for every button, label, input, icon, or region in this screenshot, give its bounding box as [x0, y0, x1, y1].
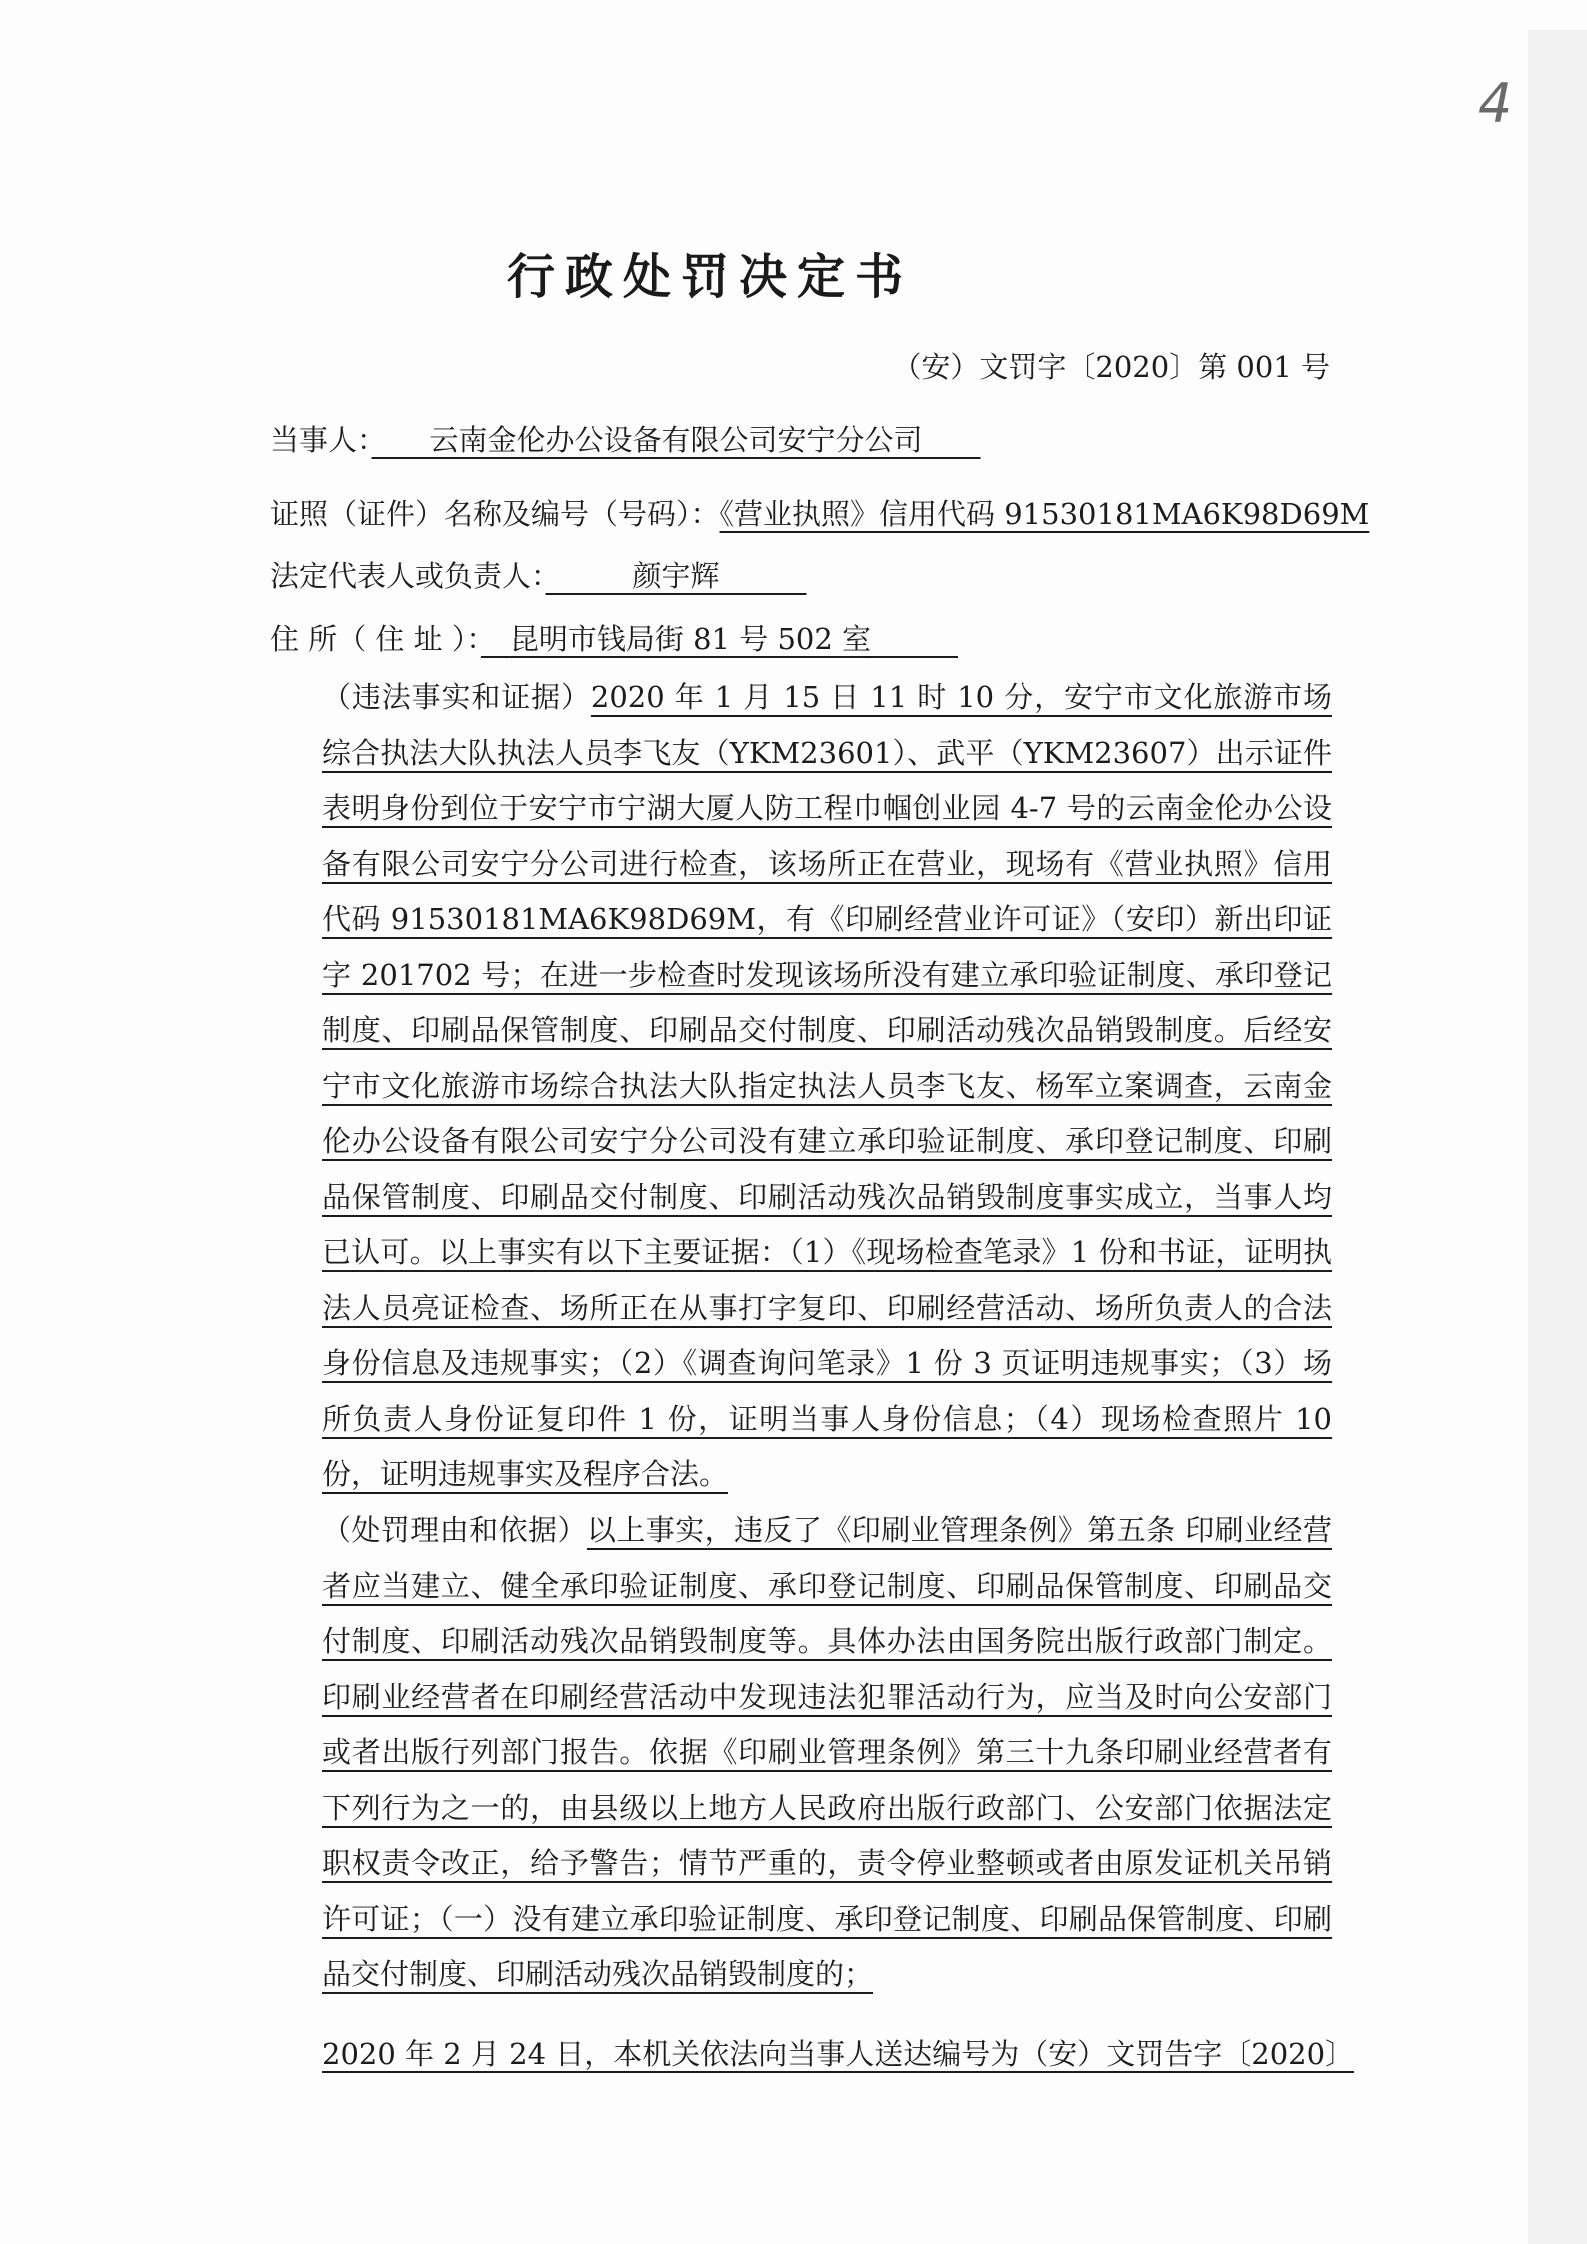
representative-label: 法定代表人或负责人：	[270, 559, 546, 593]
party-label: 当事人：	[270, 423, 372, 457]
party-value: 云南金伦办公设备有限公司安宁分公司	[429, 423, 923, 457]
party-field	[270, 418, 981, 459]
address-value: 昆明市钱局街 81 号 502 室	[509, 622, 872, 656]
address-field	[270, 617, 958, 658]
facts-label: （违法事实和证据）	[322, 680, 591, 714]
document-title: 行政处罚决定书	[506, 249, 913, 305]
document-number: （安）文罚字〔2020〕第 001 号	[892, 350, 1330, 384]
notice-text: 2020 年 2 月 24 日，本机关依法向当事人送达编号为（安）文罚告字〔2020〕	[322, 2037, 1355, 2071]
reason-paragraph	[264, 1503, 1332, 2003]
reason-label: （处罚理由和依据）	[322, 1513, 587, 1547]
license-value: 《营业执照》信用代码 91530181MA6K98D69M	[719, 497, 1370, 531]
license-field	[270, 492, 1369, 533]
notice-paragraph	[264, 2032, 1390, 2073]
page-number: 4	[1478, 72, 1513, 135]
facts-text: 2020 年 1 月 15 日 11 时 10 分，安宁市文化旅游市场综合执法大队执法人员李飞友（YKM23601）、武平（YKM23607）出示证件表明身份到位于安宁市宁湖大厦人防工程巾帼创业园 4-7 号的云南金伦办公设备有限公司安宁分公司进行检查，该场所正在营业，现场有《营业执照》信用代码 91530181MA6K98D69M，有《印刷经营业许可证》（安印）新出印证字 201702 号；在进一步检查时发现该场所没有建立承印验证制度、承印登记制度、印刷品保管制度、印刷品交付制度、印刷活动残次品销毁制度。后经安宁市文化旅游市场综合执法大队指定执法人员李飞友、杨军立案调查，云南金伦办公设备有限公司安宁分公司没有建立承印验证制度、承印登记制度、印刷品保管制度、印刷品交付制度、印刷活动残次品销毁制度事实成立，当事人均已认可。以上事实有以下主要证据：（1）《现场检查笔录》1 份和书证，证明执法人员亮证检查、场所正在从事打字复印、印刷经营活动、场所负责人的合法身份信息及违规事实；（2）《调查询问笔录》1 份 3 页证明违规事实；（3）场所负责人身份证复印件 1 份，证明当事人身份信息；（4）现场检查照片 10 份，证明违规事实及程序合法。	[322, 680, 1332, 1491]
scan-edge-shadow	[1528, 30, 1587, 2244]
representative-field	[270, 554, 807, 595]
facts-paragraph	[264, 670, 1332, 1503]
address-label: 住 所（ 住 址 ）：	[270, 622, 481, 656]
reason-text: 以上事实，违反了《印刷业管理条例》第五条 印刷业经营者应当建立、健全承印验证制度、承印登记制度、印刷品保管制度、印刷品交付制度、印刷活动残次品销毁制度等。具体办法由国务院出版行政部门制定。印刷业经营者在印刷经营活动中发现违法犯罪活动行为，应当及时向公安部门或者出版行列部门报告。依据《印刷业管理条例》第三十九条印刷业经营者有下列行为之一的，由县级以上地方人民政府出版行政部门、公安部门依据法定职权责令改正，给予警告；情节严重的，责令停业整顿或者由原发证机关吊销许可证；（一）没有建立承印验证制度、承印登记制度、印刷品保管制度、印刷品交付制度、印刷活动残次品销毁制度的；	[322, 1513, 1332, 1991]
license-label: 证照（证件）名称及编号（号码）：	[270, 497, 720, 531]
representative-value: 颜宇辉	[632, 559, 720, 593]
